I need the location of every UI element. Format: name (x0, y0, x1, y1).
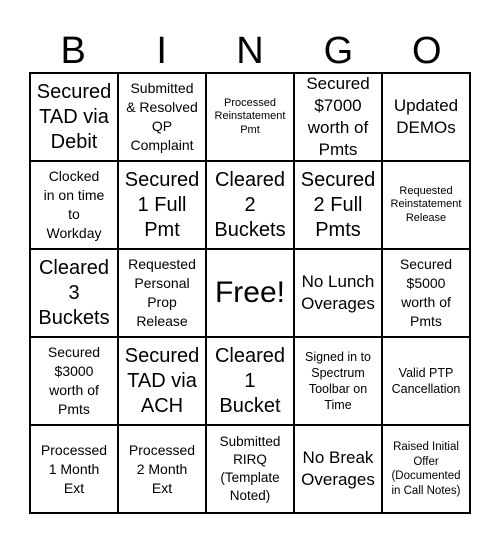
header-letter-b: B (60, 30, 86, 72)
bingo-cell-r1c2[interactable] (118, 73, 206, 161)
cell-text: Signed in to Spectrum Toolbar on Time (304, 350, 372, 412)
bingo-cell-r4c3[interactable] (206, 337, 294, 425)
bingo-cell-r4c4[interactable] (294, 337, 382, 425)
cell-text: Secured TAD via Debit (36, 80, 112, 153)
bingo-cell-r1c3[interactable] (206, 73, 294, 161)
cell-text: Secured TAD via ACH (124, 344, 200, 417)
bingo-cell-r5c4[interactable] (294, 425, 382, 513)
cell-text: No Lunch Overages (301, 272, 375, 313)
bingo-cell-r1c4[interactable] (294, 73, 382, 161)
bingo-cell-r2c3[interactable] (206, 161, 294, 249)
bingo-cell-r2c4[interactable] (294, 161, 382, 249)
bingo-cell-r4c1[interactable] (30, 337, 118, 425)
bingo-cell-r4c5[interactable] (382, 337, 470, 425)
header-letter-g: G (323, 30, 354, 72)
cell-text: Cleared 3 Buckets (38, 256, 110, 329)
bingo-cell-r1c1[interactable] (30, 73, 118, 161)
cell-text: Cleared 2 Buckets (214, 168, 286, 241)
header-letter-i: I (156, 30, 167, 72)
cell-text: Requested Personal Prop Release (128, 256, 196, 329)
header-letter-o: O (412, 30, 442, 72)
cell-text: Cleared 1 Bucket (214, 344, 286, 417)
cell-text: Submitted & Resolved QP Complaint (126, 80, 198, 153)
bingo-cell-r2c5[interactable] (382, 161, 470, 249)
bingo-header (29, 30, 471, 72)
bingo-cell-r2c2[interactable] (118, 161, 206, 249)
cell-text: Processed 1 Month Ext (40, 441, 108, 496)
bingo-cell-r5c1[interactable] (30, 425, 118, 513)
cell-text: Valid PTP Cancellation (391, 366, 461, 396)
bingo-cell-r3c2[interactable] (118, 249, 206, 337)
bingo-cell-r5c3[interactable] (206, 425, 294, 513)
bingo-cell-r3c4[interactable] (294, 249, 382, 337)
bingo-cell-r1c5[interactable] (382, 73, 470, 161)
bingo-cell-r2c1[interactable] (30, 161, 118, 249)
header-letter-n: N (236, 30, 264, 72)
cell-text: Processed 2 Month Ext (128, 441, 196, 496)
free-space-text: Free! (214, 276, 286, 309)
bingo-cell-free[interactable] (206, 249, 294, 337)
cell-text: Submitted RIRQ (Template Noted) (219, 434, 281, 503)
cell-text: Raised Initial Offer (Documented in Call Notes) (391, 441, 461, 497)
cell-text: Secured 2 Full Pmts (300, 168, 376, 241)
bingo-cell-r3c5[interactable] (382, 249, 470, 337)
bingo-cell-r5c5[interactable] (382, 425, 470, 513)
cell-text: Requested Reinstatement Release (390, 184, 462, 224)
bingo-cell-r5c2[interactable] (118, 425, 206, 513)
cell-text: Clocked in on time to Workday (43, 168, 105, 241)
cell-text: Processed Reinstatement Pmt (214, 96, 286, 136)
bingo-cell-r3c1[interactable] (30, 249, 118, 337)
cell-text: Secured 1 Full Pmt (124, 168, 200, 241)
cell-text: Updated DEMOs (393, 96, 459, 137)
cell-text: Secured $3000 worth of Pmts (47, 344, 101, 417)
bingo-board (29, 72, 471, 514)
bingo-cell-r4c2[interactable] (118, 337, 206, 425)
cell-text: Secured $7000 worth of Pmts (306, 74, 370, 159)
cell-text: No Break Overages (301, 448, 375, 489)
cell-text: Secured $5000 worth of Pmts (399, 256, 453, 329)
